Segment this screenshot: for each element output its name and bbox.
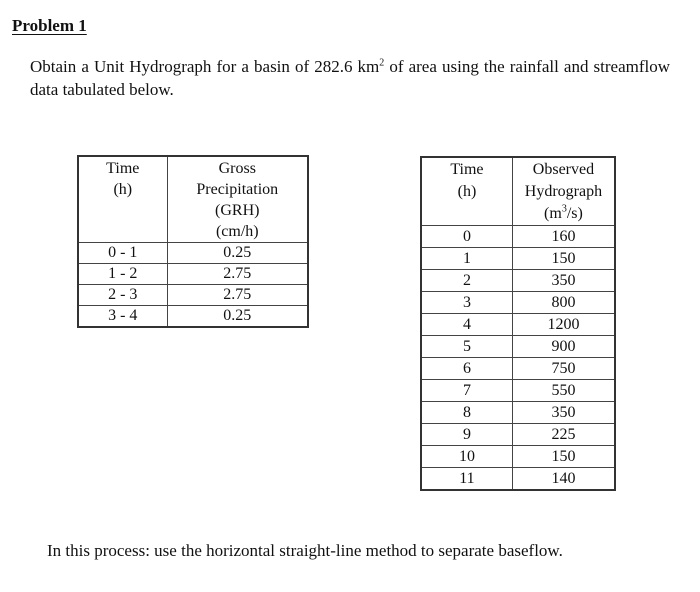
- table-cell: 0.25: [167, 306, 308, 328]
- instruction-note: In this process: use the horizontal straight-line method to separate baseflow.: [47, 541, 563, 560]
- table-row: [421, 314, 615, 336]
- table-row: [78, 306, 308, 328]
- table-row: [78, 264, 308, 285]
- table-cell: 800: [512, 292, 615, 314]
- table-cell: 7: [421, 380, 512, 402]
- table-cell: 1: [421, 248, 512, 270]
- table-cell: 10: [421, 446, 512, 468]
- statement-superscript: 2: [379, 57, 385, 69]
- table-cell: 160: [512, 226, 615, 248]
- table-cell: 1 - 2: [78, 264, 167, 285]
- table-cell: 3: [421, 292, 512, 314]
- table-cell: 550: [512, 380, 615, 402]
- problem-title: Problem 1: [12, 16, 87, 35]
- table-row: [421, 380, 615, 402]
- hydrograph-table: [420, 156, 616, 491]
- table-cell: 350: [512, 270, 615, 292]
- precip-table-body: [78, 243, 308, 328]
- table-cell: 6: [421, 358, 512, 380]
- precipitation-table: [77, 155, 309, 328]
- statement-text-1: Obtain a Unit Hydrograph for a basin of 282.6 km: [30, 57, 380, 76]
- table-row: [78, 243, 308, 264]
- table-row: [421, 424, 615, 446]
- table-cell: 11: [421, 468, 512, 491]
- table-cell: 0: [421, 226, 512, 248]
- statement-text-2: of area using the rainfall and streamflow data tabulated below.: [30, 57, 670, 99]
- table-cell: 2.75: [167, 285, 308, 306]
- table-cell: 4: [421, 314, 512, 336]
- precip-header-gross: Gross Precipitation (GRH) (cm/h): [167, 156, 308, 243]
- table-row: [78, 285, 308, 306]
- table-cell: 2: [421, 270, 512, 292]
- problem-statement: [30, 55, 670, 101]
- table-cell: 2 - 3: [78, 285, 167, 306]
- table-cell: 900: [512, 336, 615, 358]
- table-cell: 0 - 1: [78, 243, 167, 264]
- table-cell: 9: [421, 424, 512, 446]
- table-row: [421, 468, 615, 491]
- hydro-table-body: [421, 226, 615, 491]
- table-cell: 3 - 4: [78, 306, 167, 328]
- table-row: [421, 292, 615, 314]
- hydro-unit: $(m^3/s)$: [544, 203, 583, 222]
- table-row: [421, 226, 615, 248]
- table-cell: 150: [512, 446, 615, 468]
- table-row: [421, 402, 615, 424]
- table-cell: 150: [512, 248, 615, 270]
- table-cell: 750: [512, 358, 615, 380]
- table-row: [421, 358, 615, 380]
- table-cell: 1200: [512, 314, 615, 336]
- hydro-header-time: Time (h): [421, 157, 512, 226]
- table-cell: 140: [512, 468, 615, 491]
- table-row: [421, 446, 615, 468]
- table-cell: 0.25: [167, 243, 308, 264]
- table-cell: 350: [512, 402, 615, 424]
- table-cell: 225: [512, 424, 615, 446]
- hydro-header-observed: Observed Hydrograph $(m^3/s)$: [512, 157, 615, 226]
- table-row: [421, 248, 615, 270]
- table-cell: 8: [421, 402, 512, 424]
- table-cell: 2.75: [167, 264, 308, 285]
- table-row: [421, 336, 615, 358]
- precip-header-time: Time (h): [78, 156, 167, 243]
- table-cell: 5: [421, 336, 512, 358]
- table-row: [421, 270, 615, 292]
